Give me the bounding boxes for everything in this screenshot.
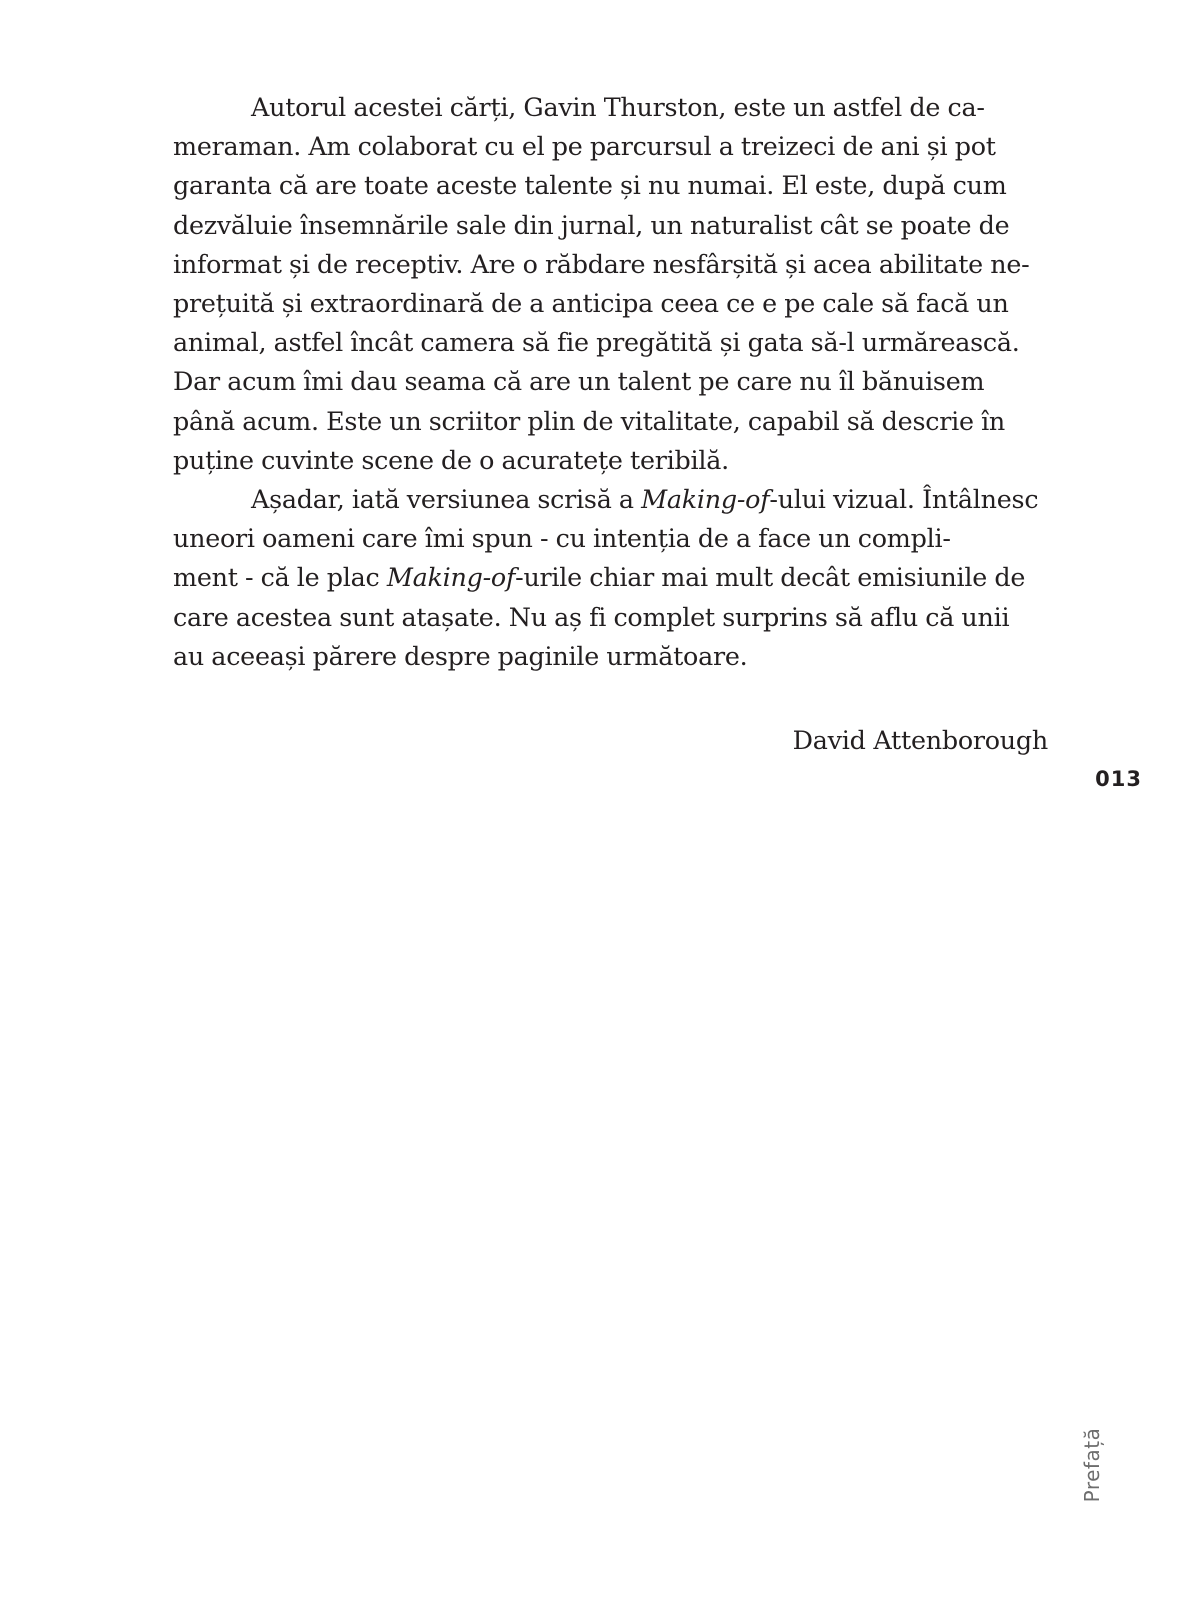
text-line: Autorul acestei cărți, Gavin Thurston, este un astfel de ca- xyxy=(251,92,985,122)
page-number: 013 xyxy=(1095,767,1142,791)
text-line: prețuită și extraordinară de a anticipa ceea ce e pe cale să facă un xyxy=(173,288,1009,319)
text-segment: -ului vizual. Întâlnesc xyxy=(769,484,1039,515)
author-signature: David Attenborough xyxy=(792,725,1048,755)
running-title: Prefață xyxy=(1080,1427,1104,1503)
text-line: animal, astfel încât camera să fie pregătită și gata să-l urmărească. xyxy=(173,327,1020,358)
text-line: până acum. Este un scriitor plin de vitalitate, capabil să descrie în xyxy=(173,405,1006,436)
italic-title: Making-of xyxy=(641,484,770,515)
text-line: informat și de receptiv. Are o răbdare nesfârșită și acea abilitate ne- xyxy=(173,248,1030,279)
preface-text xyxy=(173,88,1061,676)
text-line xyxy=(173,480,1061,519)
text-line: puține cuvinte scene de o acuratețe teribilă. xyxy=(173,444,729,475)
text-line: meraman. Am colaborat cu el pe parcursul a treizeci de ani și pot xyxy=(173,131,996,162)
text-line: garanta că are toate aceste talente și nu numai. El este, după cum xyxy=(173,170,1007,201)
text-line: care acestea sunt atașate. Nu aș fi complet surprins să aflu că unii xyxy=(173,601,1010,632)
italic-title: Making-of xyxy=(386,562,516,593)
text-line: Dar acum îmi dau seama că are un talent pe care nu îl bănuisem xyxy=(173,366,985,397)
text-line: uneori oameni care îmi spun - cu intenția de a face un compli- xyxy=(173,523,951,554)
text-line: au aceeași părere despre paginile următoare. xyxy=(173,640,748,671)
text-segment: -urile chiar mai mult decât emisiunile de xyxy=(515,562,1026,593)
text-line xyxy=(173,558,1061,597)
text-segment: ment - că le plac xyxy=(173,562,387,593)
text-line: dezvăluie însemnările sale din jurnal, un naturalist cât se poate de xyxy=(173,209,1010,240)
text-segment: Așadar, iată versiunea scrisă a xyxy=(251,484,642,515)
